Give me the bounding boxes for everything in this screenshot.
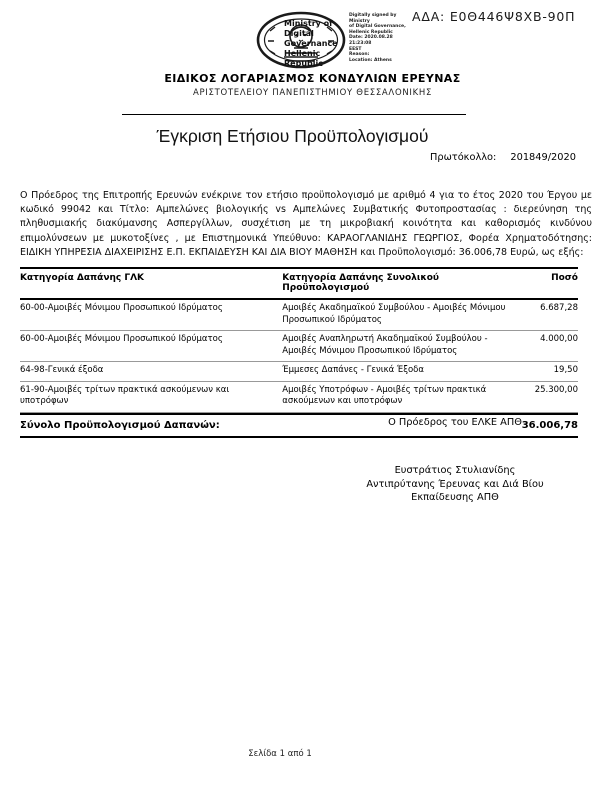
cell-category: Έμμεσες Δαπάνες - Γενικά Έξοδα xyxy=(282,365,424,375)
total-amount: 36.006,78 xyxy=(521,419,578,431)
cell-glk: 60-00-Αμοιβές Μόνιμου Προσωπικού Ιδρύματος xyxy=(20,303,223,313)
cell-amount: 4.000,00 xyxy=(540,334,578,344)
signatory-title-line2: Εκπαίδευσης ΑΠΘ xyxy=(411,492,499,503)
protocol-value: 201849/2020 xyxy=(510,152,576,163)
cell-amount: 19,50 xyxy=(553,365,578,375)
protocol-row xyxy=(430,152,576,163)
signature-detail-line: Hellenic Republic xyxy=(349,29,393,35)
signature-block xyxy=(318,464,592,505)
signatory-name: Ευστράτιος Στυλιανίδης xyxy=(394,465,516,476)
signature-detail-line: Location: Athens xyxy=(349,57,392,63)
cell-category: Αμοιβές Αναπληρωτή Ακαδημαϊκού Συμβούλου - Αμοιβές Μόνιμου Προσωπικού Ιδρύματος xyxy=(282,334,488,356)
cell-glk: 60-00-Αμοιβές Μόνιμου Προσωπικού Ιδρύματος xyxy=(20,334,223,344)
cell-amount: 6.687,28 xyxy=(540,303,578,313)
ministry-stamp-text xyxy=(284,19,358,69)
table-header-row xyxy=(20,267,578,300)
signature-detail-line: of Digital Governance, xyxy=(349,24,406,30)
budget-table xyxy=(20,267,578,438)
ada-code: ΑΔΑ: Ε0Θ446Ψ8ΧΒ-90Π xyxy=(412,9,576,24)
col-header-category: Κατηγορία Δαπάνης Συνολικού Προϋπολογισμού xyxy=(282,273,439,293)
signature-detail-line: Date: 2020.08.28 21:23:08 xyxy=(349,35,393,46)
col-header-glk: Κατηγορία Δαπάνης ΓΛΚ xyxy=(20,273,145,283)
protocol-label: Πρωτόκολλο: xyxy=(430,152,497,163)
ministry-stamp-line: Hellenic Republic xyxy=(284,49,323,68)
cell-glk: 64-98-Γενικά έξοδα xyxy=(20,365,104,375)
cell-category: Αμοιβές Ακαδημαϊκού Συμβούλου - Αμοιβές Μόνιμου Προσωπικού Ιδρύματος xyxy=(282,303,506,325)
total-label: Σύνολο Προϋπολογισμού Δαπανών: xyxy=(20,419,220,431)
table-row xyxy=(20,362,578,382)
cell-glk: 61-90-Αμοιβές τρίτων πρακτικά ασκούμενων και υποτρόφων xyxy=(20,384,230,406)
cell-category: Αμοιβές Υποτρόφων - Αμοιβές τρίτων πρακτικά ασκούμενων και υποτρόφων xyxy=(282,384,487,406)
signature-detail-line: EEST xyxy=(349,46,362,52)
table-row xyxy=(20,300,578,331)
signatory-title-line1: Αντιπρύτανης Έρευνας και Διά Βίου xyxy=(366,478,544,490)
table-row xyxy=(20,331,578,362)
digital-signature-details xyxy=(349,13,411,63)
ministry-stamp-line: Governance xyxy=(284,39,338,48)
president-line: Ο Πρόεδρος του ΕΛΚΕ ΑΠΘ xyxy=(388,417,522,428)
page-footer: Σελίδα 1 από 1 xyxy=(248,749,312,759)
signature-detail-line: Reason: xyxy=(349,52,370,58)
header-divider xyxy=(122,114,466,115)
col-header-amount: Ποσό xyxy=(551,273,578,283)
cell-amount: 25.300,00 xyxy=(534,384,578,395)
ministry-stamp-line: Ministry of Digital xyxy=(284,19,333,38)
table-row xyxy=(20,382,578,413)
university-name: ΑΡΙΣΤΟΤΕΛΕΙΟΥ ΠΑΝΕΠΙΣΤΗΜΙΟΥ ΘΕΣΣΑΛΟΝΙΚΗΣ xyxy=(192,88,433,98)
body-paragraph: Ο Πρόεδρος της Επιτροπής Ερευνών ενέκρινε τον ετήσιο προϋπολογισμό με αριθμό 4 για το έτος 2020 του Έργου με κωδικό 99042 και Τίτλο: Αμπελώνες βιολογικής vs Αμπελώνες Συμβατικής Φυτοπροστασίας : διερεύνηση της πληθυσμιακής διακύμανσης Ασπεργίλλων, συσχέτιση με τη μικροβιακή κοινότητα και καθορισμός κινδύνου επιμολύνσεων με μυκοτοξίνες , με Επιστημονικά Υπεύθυνο: ΚΑΡΑΟΓΛΑΝΙΔΗΣ ΓΕΩΡΓΙΟΣ, Φορέα Χρηματοδότησης: ΕΙΔΙΚΗ ΥΠΗΡΕΣΙΑ ΔΙΑΧΕΙΡΙΣΗΣ Ε.Π. ΕΚΠΑΙΔΕΥΣΗ ΚΑΙ ΔΙΑ ΒΙΟΥ ΜΑΘΗΣΗ και Προϋπολογισμό: 36.006,78 Ευρώ, ως εξής: xyxy=(20,190,592,258)
signature-detail-line: Digitally signed by Ministry xyxy=(349,13,397,24)
organization-name: ΕΙΔΙΚΟΣ ΛΟΓΑΡΙΑΣΜΟΣ ΚΟΝΔΥΛΙΩΝ ΕΡΕΥΝΑΣ xyxy=(164,72,461,85)
document-title: Έγκριση Ετήσιου Προϋπολογισμού xyxy=(156,126,429,146)
